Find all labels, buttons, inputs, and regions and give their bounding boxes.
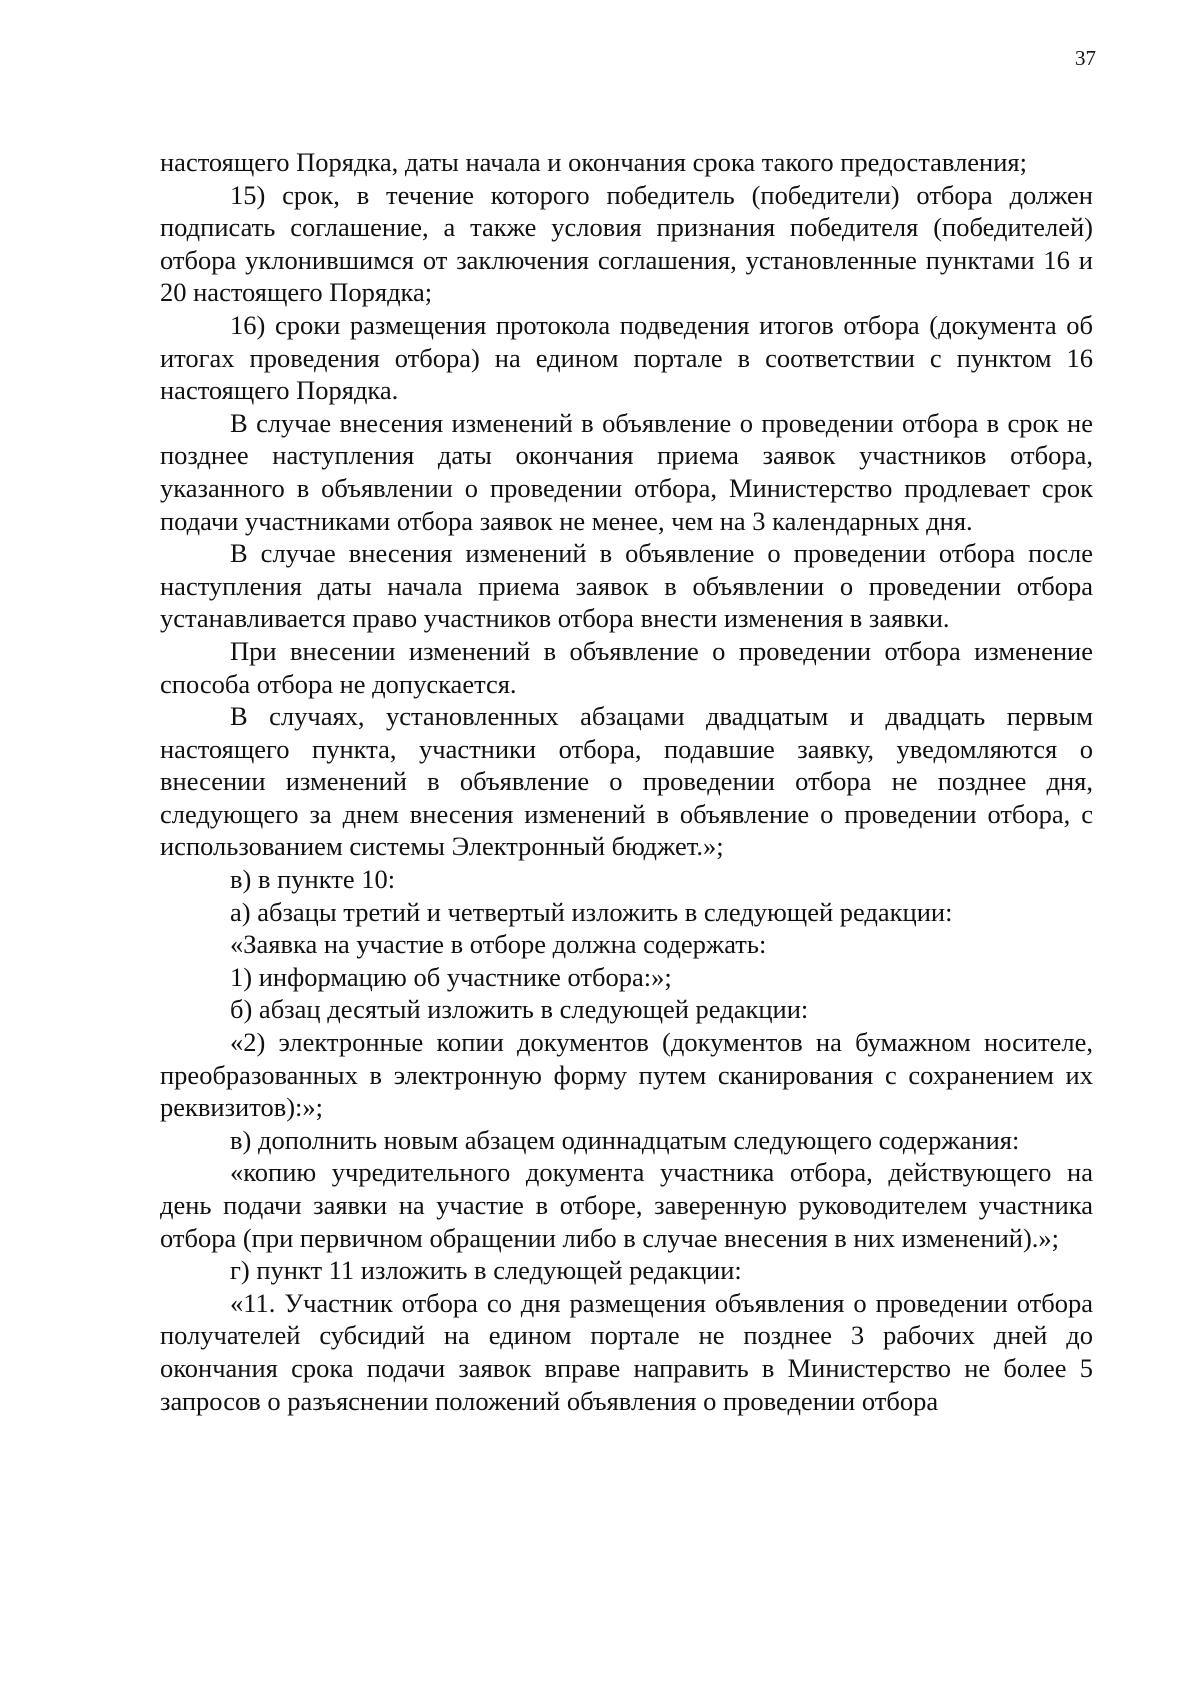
paragraph: а) абзацы третий и четвертый изложить в следующей редакции:	[230, 896, 953, 927]
paragraph: б) абзац десятый изложить в следующей редакции:	[230, 994, 809, 1025]
paragraph: При внесении изменений в объявление о проведении отбора изменение способа отбора не допускается.	[160, 635, 1093, 699]
paragraph: «копию учредительного документа участника отбора, действующего на день подачи заявки на участие в отборе, заверенную руководителем участника отбора (при первичном обращении либо в случае внесения в них изменений).»;	[160, 1157, 1093, 1253]
page-number: 37	[1075, 46, 1096, 70]
paragraph: В случае внесения изменений в объявление о проведении отбора в срок не позднее наступления даты окончания приема заявок участников отбора, указанного в объявлении о проведении отбора, Министерство продлевает срок подачи участниками отбора заявок не менее, чем на 3 календарных дня.	[160, 407, 1093, 536]
paragraph: «Заявка на участие в отборе должна содержать:	[230, 929, 767, 960]
paragraph: г) пункт 11 изложить в следующей редакции:	[230, 1255, 742, 1286]
paragraph: 1) информацию об участнике отбора:»;	[230, 961, 672, 992]
paragraph: В случаях, установленных абзацами двадцатым и двадцать первым настоящего пункта, участники отбора, подавшие заявку, уведомляются о внесении изменений в объявление о проведении отбора не позднее дня, следующего за днем внесения изменений в объявление о проведении отбора, с использованием системы Электронный бюджет.»;	[160, 701, 1093, 862]
paragraph: В случае внесения изменений в объявление о проведении отбора после наступления даты начала приема заявок в объявлении о проведении отбора устанавливается право участников отбора внести изменения в заявки.	[160, 538, 1093, 634]
paragraph: в) в пункте 10:	[230, 864, 396, 895]
document-body	[160, 146, 1093, 1417]
paragraph: в) дополнить новым абзацем одиннадцатым следующего содержания:	[230, 1124, 1020, 1155]
paragraph: «11. Участник отбора со дня размещения объявления о проведении отбора получателей субсидий на едином портале не позднее 3 рабочих дней до окончания срока подачи заявок вправе направить в Министерство не более 5 запросов о разъяснении положений объявления о проведении отбора	[160, 1287, 1093, 1416]
paragraph: 15) срок, в течение которого победитель (победители) отбора должен подписать соглашение, а также условия признания победителя (победителей) отбора уклонившимся от заключения соглашения, установленные пунктами 16 и 20 настоящего Порядка;	[160, 179, 1093, 308]
paragraph: 16) сроки размещения протокола подведения итогов отбора (документа об итогах проведения отбора) на едином портале в соответствии с пунктом 16 настоящего Порядка.	[160, 309, 1093, 406]
paragraph: настоящего Порядка, даты начала и окончания срока такого предоставления;	[160, 147, 1027, 177]
paragraph: «2) электронные копии документов (документов на бумажном носителе, преобразованных в электронную форму путем сканирования с сохранением их реквизитов):»;	[160, 1027, 1093, 1123]
